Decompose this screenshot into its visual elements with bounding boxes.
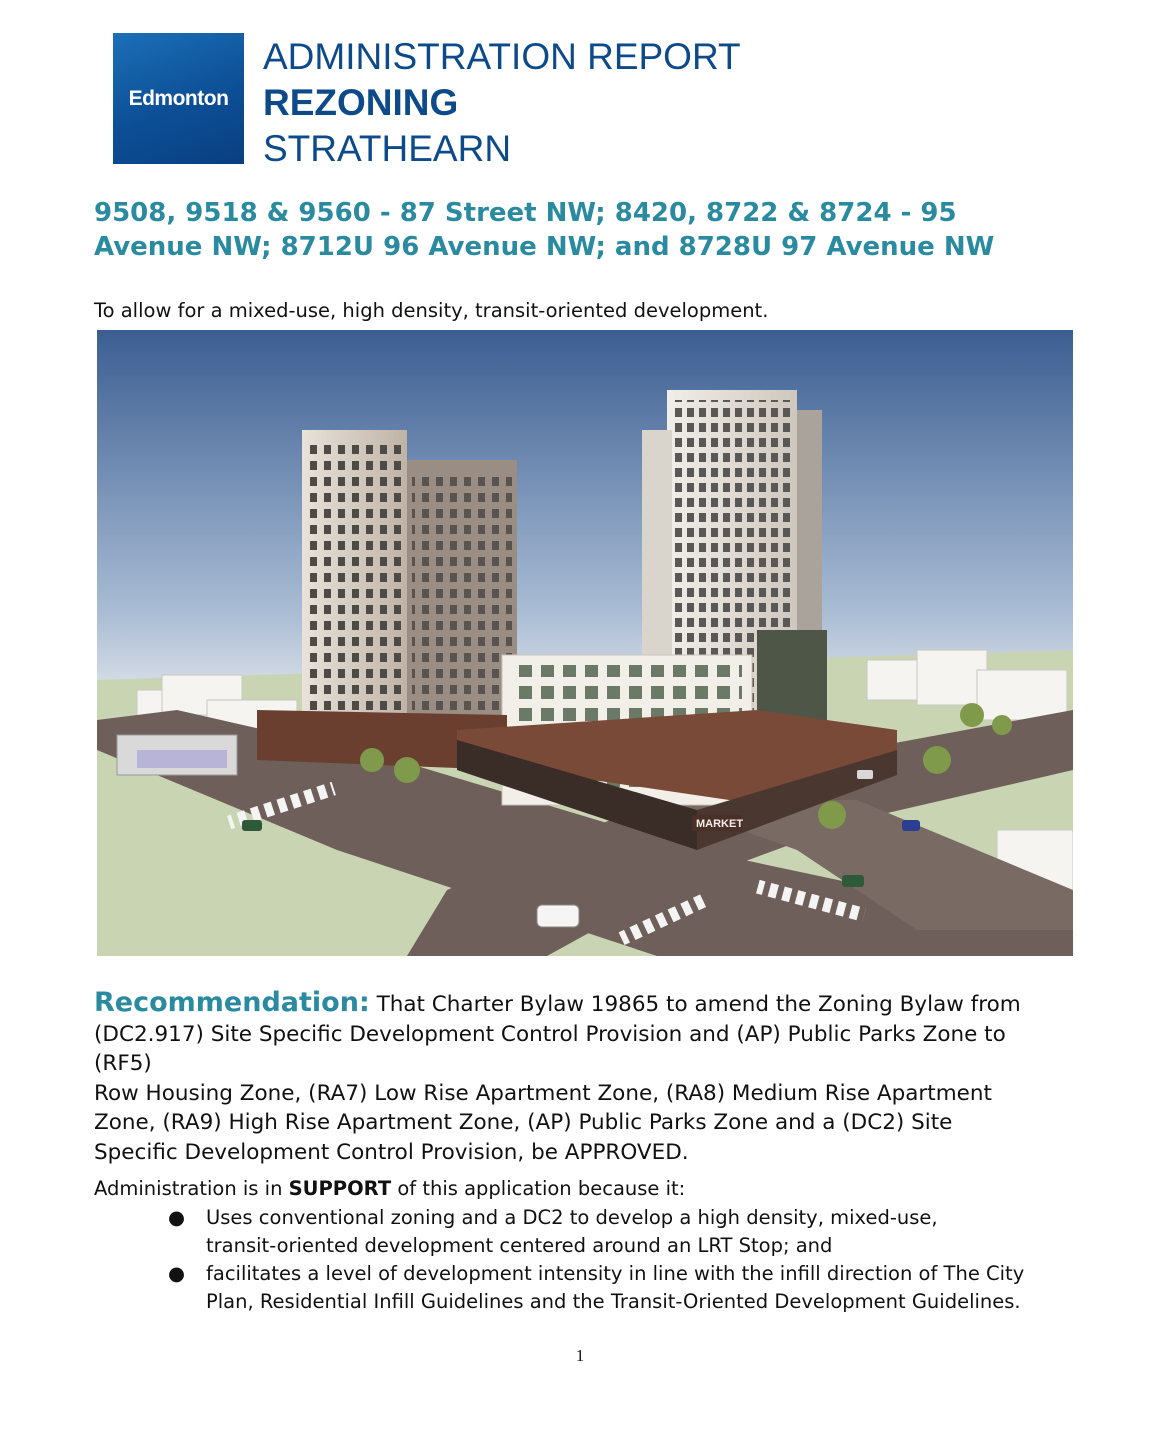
support-suffix: of this application because it: [391, 1177, 686, 1200]
bullet-icon: ● [168, 1206, 186, 1229]
purpose-statement: To allow for a mixed-use, high density, transit-oriented development. [94, 299, 769, 322]
bullet-line: facilitates a level of development intensity in line with the infill direction of The City [206, 1262, 1025, 1285]
recommendation-line-5: Specific Development Control Provision, be APPROVED. [94, 1139, 689, 1165]
edmonton-logo [113, 33, 244, 164]
list-item [168, 1260, 1068, 1316]
development-rendering [97, 330, 1073, 956]
bullet-line: transit-oriented development centered around an LRT Stop; and [206, 1234, 833, 1257]
bullet-line: Uses conventional zoning and a DC2 to develop a high density, mixed-use, [206, 1206, 938, 1229]
support-prefix: Administration is in [94, 1177, 289, 1200]
neighbourhood-name: STRATHEARN [263, 128, 512, 169]
page-number: 1 [575, 1346, 585, 1365]
recommendation-line-3: Row Housing Zone, (RA7) Low Rise Apartment Zone, (RA8) Medium Rise Apartment [94, 1080, 992, 1106]
recommendation-paragraph [94, 988, 1054, 1167]
site-address [94, 196, 1054, 264]
report-header [263, 34, 741, 172]
list-item [168, 1204, 1068, 1260]
logo-text: Edmonton [128, 86, 229, 110]
support-reasons-list [168, 1204, 1068, 1316]
support-statement [94, 1177, 685, 1200]
bullet-line: Plan, Residential Infill Guidelines and the Transit-Oriented Development Guidelines. [206, 1290, 1021, 1313]
recommendation-line-1: That Charter Bylaw 19865 to amend the Zoning Bylaw from [369, 992, 1021, 1017]
report-type: ADMINISTRATION REPORT [263, 36, 741, 77]
support-keyword: SUPPORT [288, 1177, 392, 1200]
market-sign: MARKET [696, 818, 744, 830]
recommendation-line-4: Zone, (RA9) High Rise Apartment Zone, (AP) Public Parks Zone and a (DC2) Site [94, 1110, 953, 1135]
address-line-1: 9508, 9518 & 9560 - 87 Street NW; 8420, 8722 & 8724 - 95 [94, 198, 957, 228]
rendering-image [97, 330, 1073, 956]
bullet-icon: ● [168, 1262, 186, 1285]
report-subject: REZONING [263, 82, 459, 123]
recommendation-line-2: (DC2.917) Site Specific Development Control Provision and (AP) Public Parks Zone to (RF5) [94, 1021, 1006, 1076]
recommendation-label: Recommendation: [94, 987, 370, 1018]
address-line-2: Avenue NW; 8712U 96 Avenue NW; and 8728U 97 Avenue NW [94, 232, 995, 262]
